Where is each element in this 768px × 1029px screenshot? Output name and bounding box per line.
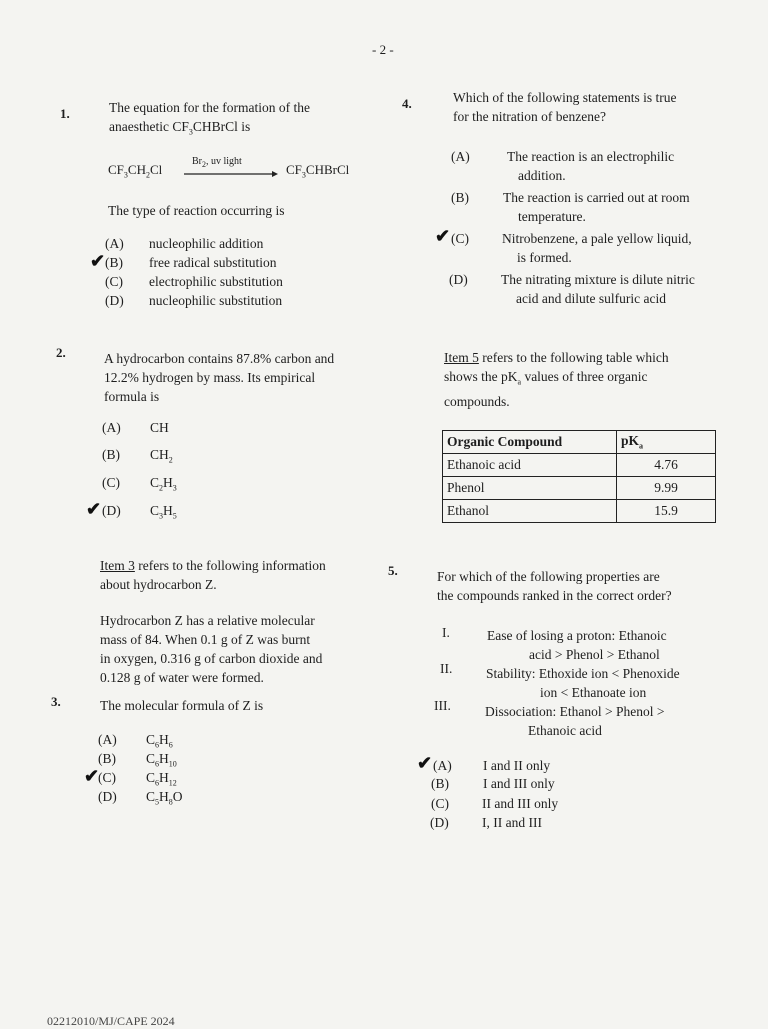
item-5-link[interactable]: Item 5 <box>444 350 479 365</box>
check-mark-icon: ✔ <box>84 766 100 786</box>
option-b[interactable]: The reaction is carried out at room temperature. <box>503 190 690 224</box>
option-a[interactable]: (A) nucleophilic addition <box>105 236 264 251</box>
table-row: Ethanoic acid 4.76 <box>443 454 716 477</box>
reaction-equation: $CF_3CH_2Cl$ $Br_2$, uv light $CF_3CHBrCl$ <box>108 156 350 180</box>
option-b-letter[interactable]: (B) <box>451 190 469 205</box>
table-header-row <box>443 431 716 454</box>
statement-3: Dissociation: Ethanol > Phenol > Ethanoic acid <box>485 704 665 738</box>
option-c[interactable]: (C) $C_2H_3$ <box>102 475 177 493</box>
question-number: 4. <box>402 96 412 111</box>
page-number: - 2 - <box>372 42 394 57</box>
option-c[interactable]: (C) $C_6H_{12}$ <box>98 770 177 788</box>
question-text: Which of the following statements is true for the nitration of benzene? <box>453 90 677 124</box>
item-3-intro: Item 3 refers to the following information about hydrocarbon Z. <box>100 558 326 592</box>
option-d[interactable]: The nitrating mixture is dilute nitric acid and dilute sulfuric acid <box>501 272 695 306</box>
option-a-letter[interactable]: (A) <box>451 149 470 164</box>
question-prompt: The molecular formula of Z is <box>100 698 264 713</box>
statement-roman: II. <box>440 661 453 676</box>
statement-1: Ease of losing a proton: Ethanoic acid > Phenol > Ethanol <box>487 628 667 662</box>
statement-roman: III. <box>434 698 451 713</box>
question-text: The equation for the formation of the anaesthetic $CF_3CHBrCl$ is <box>109 100 310 137</box>
option-d[interactable]: (D) $C_3H_5$ <box>102 503 177 521</box>
column-header-pka: $pK_a$ <box>617 431 716 454</box>
reaction-arrow <box>184 170 278 178</box>
option-c[interactable]: Nitrobenzene, a pale yellow liquid, is formed. <box>502 231 692 265</box>
check-mark-icon: ✔ <box>90 251 106 271</box>
option-c[interactable]: (C) II and III only <box>431 796 559 811</box>
option-d[interactable]: (D) I, II and III <box>430 815 542 830</box>
option-d[interactable]: (D) nucleophilic substitution <box>105 293 283 308</box>
statement-2: Stability: Ethoxide ion < Phenoxide ion < Ethanoate ion <box>486 666 680 700</box>
option-a[interactable]: (A) I and II only <box>433 758 551 773</box>
check-mark-icon: ✔ <box>86 499 102 519</box>
option-b[interactable]: (B) I and III only <box>431 776 555 791</box>
check-mark-icon: ✔ <box>435 226 451 246</box>
pka-table <box>442 430 716 523</box>
question-number: 2. <box>56 345 66 360</box>
option-a[interactable]: (A) $C_6H_6$ <box>98 732 173 750</box>
table-row: Phenol 9.99 <box>443 477 716 500</box>
option-b[interactable]: (B) free radical substitution <box>105 255 277 270</box>
option-b[interactable]: (B) $C_6H_{10}$ <box>98 751 177 769</box>
question-text: A hydrocarbon contains 87.8% carbon and 12.2% hydrogen by mass. Its empirical formula is <box>104 351 335 404</box>
check-mark-icon: ✔ <box>417 753 433 773</box>
option-c[interactable]: (C) electrophilic substitution <box>105 274 283 289</box>
option-d[interactable]: (D) $C_5H_8O$ <box>98 789 183 807</box>
question-text: For which of the following properties are the compounds ranked in the correct order? <box>437 569 672 603</box>
question-number: 3. <box>51 694 61 709</box>
option-a[interactable]: The reaction is an electrophilic addition. <box>507 149 675 183</box>
item-3-link[interactable]: Item 3 <box>100 558 135 573</box>
option-b[interactable]: (B) $CH_2$ <box>102 447 173 465</box>
option-a[interactable]: (A) CH <box>102 420 169 435</box>
item-5-intro: Item 5 refers to the following table which shows the $pK_a$ values of three organic compounds. <box>444 350 669 409</box>
question-prompt: The type of reaction occurring is <box>108 203 285 218</box>
footer-code: 02212010/MJ/CAPE 2024 <box>47 1014 175 1028</box>
option-c-letter[interactable]: (C) <box>451 231 469 246</box>
question-number: 1. <box>60 106 70 121</box>
statement-roman: I. <box>442 625 450 640</box>
table-row: Ethanol 15.9 <box>443 500 716 523</box>
column-header-compound: Organic Compound <box>443 431 617 454</box>
question-number: 5. <box>388 563 398 578</box>
item-3-paragraph: Hydrocarbon Z has a relative molecular mass of 84. When 0.1 g of Z was burnt in oxygen, 0.316 g of carbon dioxide and 0.128 g of water were formed. <box>100 613 323 685</box>
option-d-letter[interactable]: (D) <box>449 272 468 287</box>
